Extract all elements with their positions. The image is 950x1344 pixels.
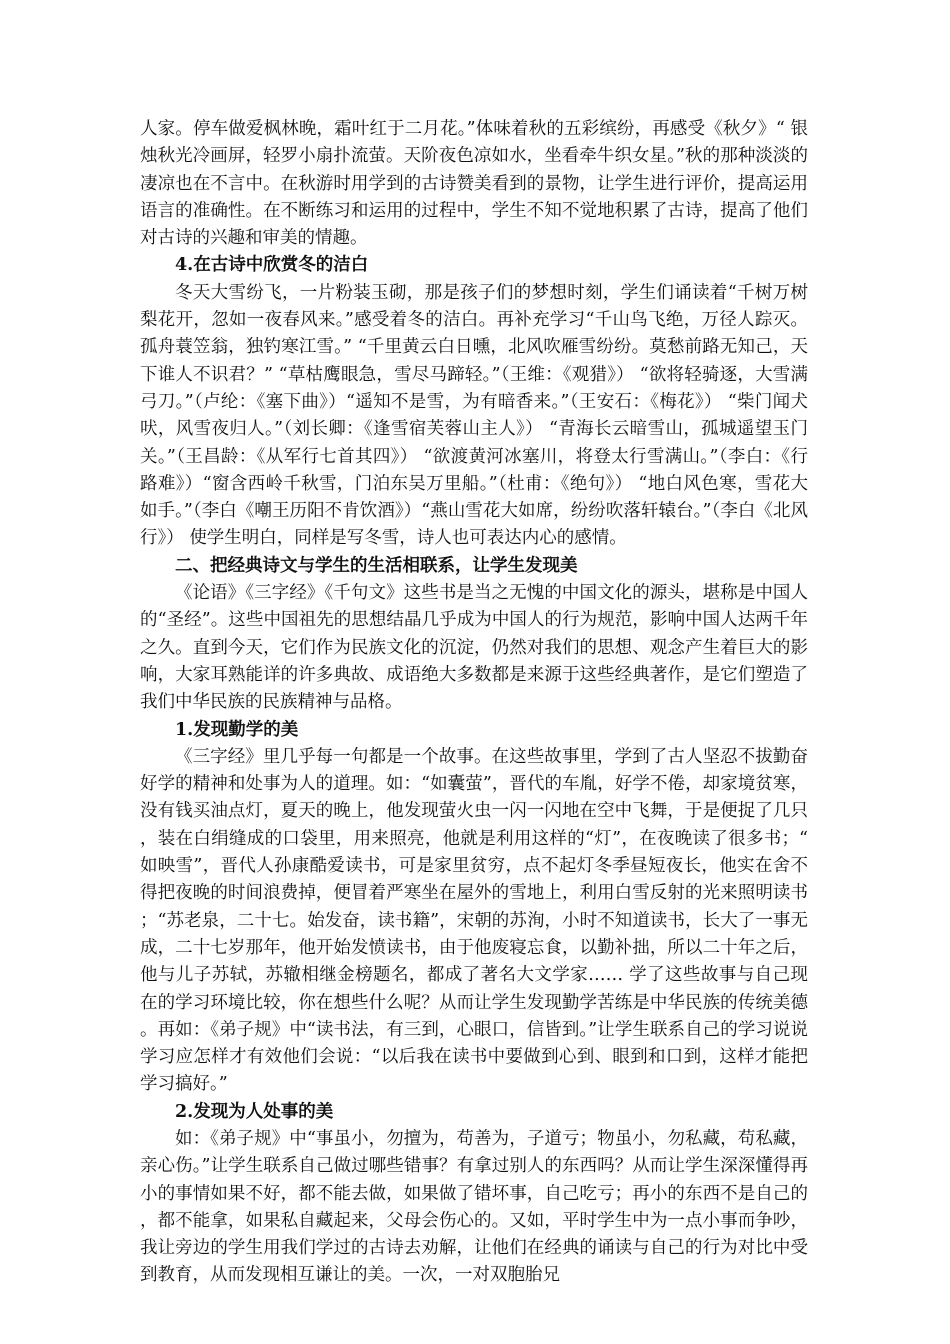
- heading-diligence: 1.发现勤学的美: [175, 719, 299, 740]
- heading-conduct: 2.发现为人处事的美: [175, 1101, 334, 1122]
- paragraph-winter: 冬天大雪纷飞，一片粉装玉砌，那是孩子们的梦想时刻，学生们诵读着“千树万树梨花开，忽如一夜春风来。”感受着冬的洁白。再补充学习“千山鸟飞绝，万径人踪灭。孤舟蓑笠翁，独钓寒江雪。” “千里黄云白日曛，北风吹雁雪纷纷。莫愁前路无知己，天下谁人不识君？” “草枯鹰眼急，雪尽马蹄轻。”（王维：《观猎》） “欲将轻骑逐，大雪满弓刀。”（卢纶：《塞下曲》）“遥知不是雪，为有暗香来。”（王安石：《梅花》） “柴门闻犬吠，风雪夜归人。”（刘长卿：《逢雪宿芙蓉山主人》） “青海长云暗雪山，孤城遥望玉门关。”（王昌龄：《从军行七首其四》） “欲渡黄河冰塞川，将登太行雪满山。”（李白：《行路难》）“窗含西岭千秋雪，门泊东吴万里船。”（杜甫：《绝句》） “地白风色寒，雪花大如手。”（李白《嘲王历阳不肯饮酒》）“燕山雪花大如席，纷纷吹落轩辕台。”（李白《北风行》） 使学生明白，同样是写冬雪，诗人也可表达内心的感情。: [140, 282, 808, 549]
- document-page: [140, 116, 808, 1290]
- paragraph-autumn-end: 人家。停车做爱枫林晚，霜叶红于二月花。”体味着秋的五彩缤纷，再感受《秋夕》“ 银烛秋光冷画屏，轻罗小扇扑流萤。天阶夜色凉如水，坐看牵牛织女星。”秋的那种淡淡的凄凉也在不言中。在秋游时用学到的古诗赞美看到的景物，让学生进行评价，提高运用语言的准确性。在不断练习和运用的过程中，学生不知不觉地积累了古诗，提高了他们对古诗的兴趣和审美的情趣。: [140, 119, 808, 249]
- paragraph-conduct: 如：《弟子规》中“事虽小，勿擅为，苟善为，子道亏；物虽小，勿私藏，苟私藏，亲心伤。”让学生联系自己做过哪些错事？有拿过别人的东西吗？从而让学生深深懂得再小的事情如果不好，都不能去做，如果做了错坏事，自己吃亏；再小的东西不是自己的，都不能拿，如果私自藏起来，父母会伤心的。又如，平时学生中为一点小事而争吵，我让旁边的学生用我们学过的古诗去劝解，让他们在经典的诵读与自己的行为对比中受到教育，从而发现相互谦让的美。一次，一对双胞胎兄: [140, 1128, 808, 1286]
- paragraph-diligence: 《三字经》里几乎每一句都是一个故事。在这些故事里，学到了古人坚忍不拔勤奋好学的精神和处事为人的道理。如：“如囊萤”，晋代的车胤，好学不倦，却家境贫寒，没有钱买油点灯，夏天的晚上，他发现萤火虫一闪一闪地在空中飞舞，于是便捉了几只，装在白绢缝成的口袋里，用来照亮，他就是利用这样的“灯”，在夜晚读了很多书；“如映雪”，晋代人孙康酷爱读书，可是家里贫穷，点不起灯冬季昼短夜长，他实在舍不得把夜晚的时间浪费掉，便冒着严寒坐在屋外的雪地上，利用白雪反射的光来照明读书；“苏老泉，二十七。始发奋，读书籍”，宋朝的苏洵，小时不知道读书，长大了一事无成，二十七岁那年，他开始发愤读书，由于他废寝忘食，以勤补拙，所以二十年之后，他与儿子苏轼，苏辙相继金榜题名，都成了著名大文学家…… 学了这些故事与自己现在的学习环境比较，你在想些什么呢？从而让学生发现勤学苦练是中华民族的传统美德。再如：《弟子规》中“读书法，有三到，心眼口，信皆到。”让学生联系自己的学习说说学习应怎样才有效他们会说：“以后我在读书中要做到心到、眼到和口到，这样才能把学习搞好。”: [140, 746, 808, 1095]
- paragraph-classics: 《论语》《三字经》《千句文》这些书是当之无愧的中国文化的源头，堪称是中国人的“圣经”。这些中国祖先的思想结晶几乎成为中国人的行为规范，影响中国人达两千年之久。直到今天，它们作为民族文化的沉淀，仍然对我们的思想、观念产生着巨大的影响，大家耳熟能详的许多典故、成语绝大多数都是来源于这些经典著作，是它们塑造了我们中华民族的民族精神与品格。: [140, 583, 808, 713]
- heading-section-two: 二、把经典诗文与学生的生活相联系，让学生发现美: [175, 555, 578, 576]
- heading-winter: 4.在古诗中欣赏冬的洁白: [175, 255, 369, 276]
